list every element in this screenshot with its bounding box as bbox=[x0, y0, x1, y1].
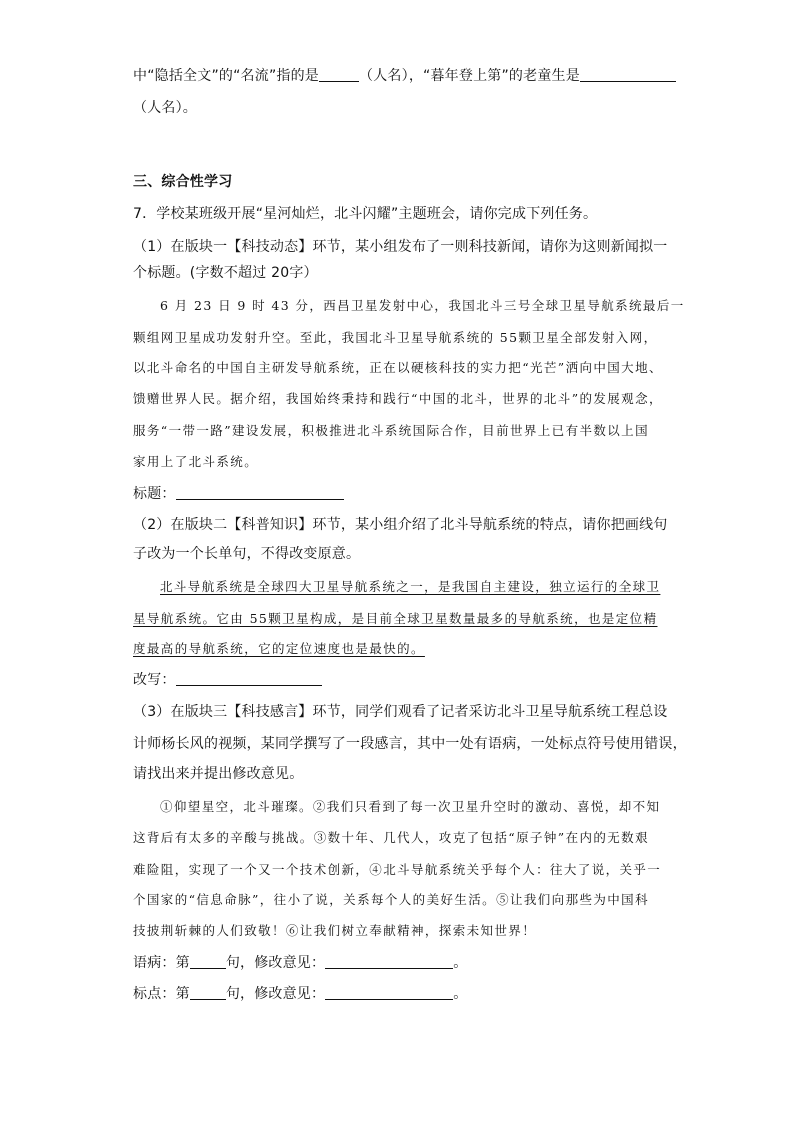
grammar-label-b: 句，修改意见： bbox=[225, 955, 326, 971]
punct-label-b: 句，修改意见： bbox=[225, 986, 326, 1002]
grammar-answer-row bbox=[133, 953, 663, 973]
punct-suggestion-blank[interactable] bbox=[325, 985, 453, 1000]
top-line-1 bbox=[133, 66, 663, 86]
underlined-sentence-line: 北斗导航系统是全球四大卫星导航系统之一，是我国自主建设，独立运行的全球卫 bbox=[160, 579, 661, 594]
passage-line: 这背后有太多的辛酸与挑战。③数十年、几代人，攻克了包括“原子钟”在内的无数艰 bbox=[133, 830, 649, 845]
punct-sentence-blank[interactable] bbox=[190, 985, 226, 1000]
title-answer-blank[interactable] bbox=[176, 485, 344, 500]
task-1-line-2: 个标题。(字数不超过 20字） bbox=[133, 265, 318, 281]
task-2-line-2: 子改为一个长单句，不得改变原意。 bbox=[133, 546, 361, 562]
task-2-line-1: （2）在版块二【科普知识】环节，某小组介绍了北斗导航系统的特点，请你把画线句 bbox=[133, 517, 668, 533]
grammar-label-a: 语病：第 bbox=[133, 955, 190, 971]
news-line: 以北斗命名的中国自主研发导航系统，正在以硬核科技的实力把“光芒”洒向中国大地、 bbox=[133, 360, 663, 375]
title-answer-row bbox=[133, 484, 663, 504]
punct-end-mark: 。 bbox=[453, 986, 468, 1002]
grammar-sentence-blank[interactable] bbox=[190, 954, 226, 969]
grammar-end-mark: 。 bbox=[453, 955, 468, 971]
passage-line: 个国家的“信息命脉”，往小了说，关系每个人的美好生活。⑤让我们向那些为中国科 bbox=[133, 892, 649, 907]
answer-blank-tongsheng[interactable] bbox=[580, 67, 676, 82]
task-3-line-3: 请找出来并提出修改意见。 bbox=[133, 766, 304, 782]
question-7-intro: 7．学校某班级开展“星河灿烂，北斗闪耀”主题班会，请你完成下列任务。 bbox=[133, 206, 598, 222]
task-3-line-1: （3）在版块三【科技感言】环节，同学们观看了记者采访北斗卫星导航系统工程总设 bbox=[133, 704, 668, 720]
top-line-2: （人名）。 bbox=[133, 100, 197, 116]
news-line: 服务“一带一路”建设发展，积极推进北斗系统国际合作，目前世界上已有半数以上国 bbox=[133, 423, 649, 438]
passage-line: 难险阻，实现了一个又一个技术创新，④北斗导航系统关乎每个人：往大了说，关乎一 bbox=[133, 862, 662, 877]
news-line: 6 月 23 日 9 时 43 分，西昌卫星发射中心，我国北斗三号全球卫星导航系统最后一 bbox=[160, 298, 685, 313]
punct-label-a: 标点：第 bbox=[133, 986, 190, 1002]
rewrite-answer-blank[interactable] bbox=[176, 671, 322, 686]
top-line-1-text-a: 中“隐括全文”的“名流”指的是 bbox=[133, 68, 320, 84]
news-line: 颗组网卫星成功发射升空。至此，我国北斗卫星导航系统的 55颗卫星全部发射入网， bbox=[133, 330, 658, 345]
task-3-line-2: 计师杨长风的视频，某同学撰写了一段感言，其中一处有语病，一处标点符号使用错误， bbox=[133, 736, 687, 752]
title-answer-label: 标题： bbox=[133, 486, 176, 502]
news-line: 家用上了北斗系统。 bbox=[133, 454, 259, 469]
passage-line: ①仰望星空，北斗璀璨。②我们只看到了每一次卫星升空时的激动、喜悦，却不知 bbox=[160, 799, 661, 814]
section-heading: 三、综合性学习 bbox=[133, 174, 233, 190]
top-line-1-text-b: （人名），“暮年登上第”的老童生是 bbox=[359, 68, 580, 84]
answer-blank-mingliu[interactable] bbox=[319, 67, 359, 82]
news-line: 馈赠世界人民。据介绍，我国始终秉持和践行“中国的北斗，世界的北斗”的发展观念， bbox=[133, 391, 663, 406]
passage-line: 技披荆斩棘的人们致敬！⑥让我们树立奉献精神，探索未知世界！ bbox=[133, 923, 537, 938]
rewrite-answer-label: 改写： bbox=[133, 672, 176, 688]
underlined-sentence-line: 星导航系统。它由 55颗卫星构成，是目前全球卫星数量最多的导航系统，也是定位精 bbox=[133, 611, 658, 626]
punct-answer-row bbox=[133, 984, 663, 1004]
task-1-line-1: （1）在版块一【科技动态】环节，某小组发布了一则科技新闻，请你为这则新闻拟一 bbox=[133, 239, 668, 255]
grammar-suggestion-blank[interactable] bbox=[325, 954, 453, 969]
rewrite-answer-row bbox=[133, 670, 663, 690]
underlined-sentence-line: 度最高的导航系统，它的定位速度也是最快的。 bbox=[133, 641, 425, 656]
